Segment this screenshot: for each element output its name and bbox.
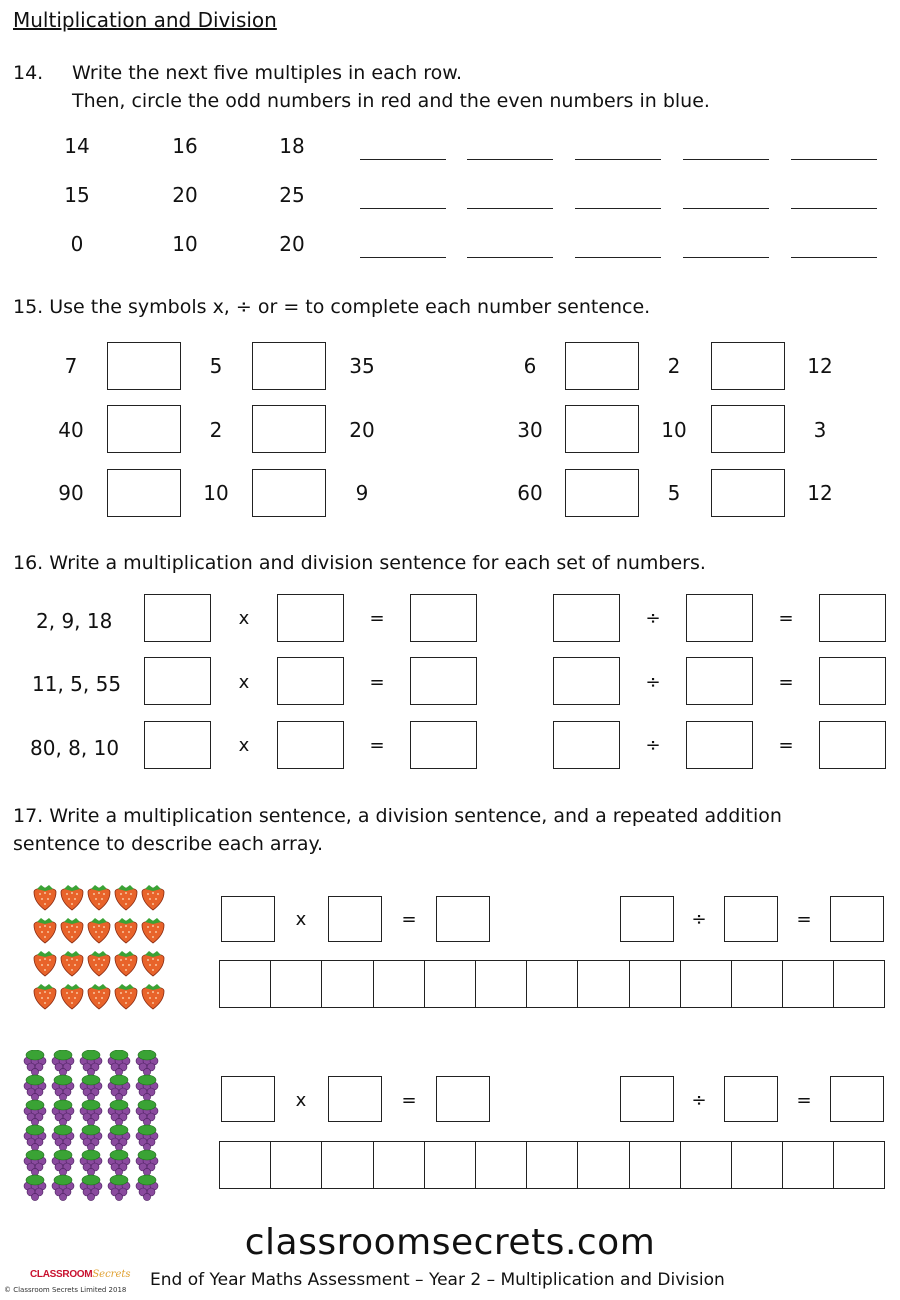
times-sign: x <box>238 608 250 629</box>
logo-word-2: Secrets <box>92 1269 131 1280</box>
answer-box[interactable] <box>328 1076 382 1122</box>
equals-sign: = <box>796 909 812 930</box>
answer-box[interactable] <box>819 594 886 642</box>
equals-sign: = <box>401 1090 417 1111</box>
q15-value: 12 <box>807 354 833 378</box>
q14-value: 16 <box>172 134 198 158</box>
number-set-label: 11, 5, 55 <box>32 672 122 696</box>
q15-value: 5 <box>667 481 681 505</box>
answer-line[interactable] <box>575 257 661 258</box>
answer-box[interactable] <box>277 594 344 642</box>
divide-sign: ÷ <box>645 672 661 693</box>
answer-line[interactable] <box>467 257 553 258</box>
grapes-array <box>20 1050 170 1202</box>
answer-line[interactable] <box>360 257 446 258</box>
answer-box[interactable] <box>221 1076 275 1122</box>
equals-sign: = <box>778 735 794 756</box>
answer-line[interactable] <box>467 208 553 209</box>
times-sign: x <box>238 672 250 693</box>
symbol-box[interactable] <box>565 469 639 517</box>
answer-box[interactable] <box>221 896 275 942</box>
answer-line[interactable] <box>791 208 877 209</box>
q14-value: 20 <box>279 232 305 256</box>
answer-box[interactable] <box>144 657 211 705</box>
q15-value: 20 <box>349 418 375 442</box>
answer-box[interactable] <box>436 896 490 942</box>
equals-sign: = <box>369 672 385 693</box>
equals-sign: = <box>778 672 794 693</box>
answer-line[interactable] <box>360 159 446 160</box>
answer-line[interactable] <box>683 257 769 258</box>
number-set-label: 2, 9, 18 <box>36 609 113 633</box>
q14-instruction-1: Write the next five multiples in each row. <box>72 62 463 84</box>
q15-value: 3 <box>813 418 827 442</box>
answer-box[interactable] <box>410 657 477 705</box>
answer-line[interactable] <box>791 159 877 160</box>
answer-box[interactable] <box>436 1076 490 1122</box>
symbol-box[interactable] <box>711 405 785 453</box>
answer-box[interactable] <box>686 721 753 769</box>
q15-value: 2 <box>667 354 681 378</box>
symbol-box[interactable] <box>252 469 326 517</box>
q17-instruction-1: 17. Write a multiplication sentence, a division sentence, and a repeated addition <box>13 805 782 827</box>
answer-box[interactable] <box>830 1076 884 1122</box>
q14-value: 25 <box>279 183 305 207</box>
answer-box[interactable] <box>144 721 211 769</box>
symbol-box[interactable] <box>107 469 181 517</box>
times-sign: x <box>238 735 250 756</box>
q14-value: 20 <box>172 183 198 207</box>
answer-box[interactable] <box>553 594 620 642</box>
strawberry-array <box>32 884 172 1014</box>
q15-value: 5 <box>209 354 223 378</box>
answer-line[interactable] <box>791 257 877 258</box>
number-set-label: 80, 8, 10 <box>30 736 120 760</box>
q15-value: 6 <box>523 354 537 378</box>
q14-value: 10 <box>172 232 198 256</box>
answer-line[interactable] <box>683 159 769 160</box>
repeated-addition-strip[interactable] <box>219 1141 885 1189</box>
symbol-box[interactable] <box>565 342 639 390</box>
q15-value: 40 <box>58 418 84 442</box>
answer-box[interactable] <box>277 721 344 769</box>
answer-box[interactable] <box>724 896 778 942</box>
answer-box[interactable] <box>328 896 382 942</box>
answer-box[interactable] <box>724 1076 778 1122</box>
symbol-box[interactable] <box>107 342 181 390</box>
answer-box[interactable] <box>144 594 211 642</box>
q15-value: 60 <box>517 481 543 505</box>
answer-box[interactable] <box>686 594 753 642</box>
q14-value: 15 <box>64 183 90 207</box>
answer-box[interactable] <box>553 721 620 769</box>
divide-sign: ÷ <box>691 909 707 930</box>
copyright: © Classroom Secrets Limited 2018 <box>4 1286 127 1294</box>
symbol-box[interactable] <box>711 342 785 390</box>
equals-sign: = <box>369 735 385 756</box>
q14-value: 0 <box>70 232 84 256</box>
logo-word-1: CLASSROOM <box>30 1269 93 1280</box>
times-sign: x <box>295 1090 307 1111</box>
divide-sign: ÷ <box>645 735 661 756</box>
q15-value: 2 <box>209 418 223 442</box>
symbol-box[interactable] <box>107 405 181 453</box>
q15-value: 35 <box>349 354 375 378</box>
q15-value: 12 <box>807 481 833 505</box>
q15-value: 7 <box>64 354 78 378</box>
answer-line[interactable] <box>575 208 661 209</box>
answer-box[interactable] <box>830 896 884 942</box>
q14-value: 18 <box>279 134 305 158</box>
footer-text: End of Year Maths Assessment – Year 2 – Multiplication and Division <box>150 1270 725 1290</box>
times-sign: x <box>295 909 307 930</box>
divide-sign: ÷ <box>691 1090 707 1111</box>
answer-box[interactable] <box>819 657 886 705</box>
q17-instruction-2: sentence to describe each array. <box>13 833 324 855</box>
equals-sign: = <box>778 608 794 629</box>
symbol-box[interactable] <box>565 405 639 453</box>
symbol-box[interactable] <box>711 469 785 517</box>
answer-box[interactable] <box>410 594 477 642</box>
answer-box[interactable] <box>620 1076 674 1122</box>
answer-box[interactable] <box>410 721 477 769</box>
q15-value: 30 <box>517 418 543 442</box>
answer-line[interactable] <box>467 159 553 160</box>
q15-value: 9 <box>355 481 369 505</box>
symbol-box[interactable] <box>252 342 326 390</box>
classroom-secrets-logo <box>30 1262 131 1281</box>
q14-value: 14 <box>64 134 90 158</box>
q15-value: 10 <box>661 418 687 442</box>
q15-instruction: 15. Use the symbols x, ÷ or = to complete each number sentence. <box>13 296 651 318</box>
answer-box[interactable] <box>553 657 620 705</box>
repeated-addition-strip[interactable] <box>219 960 885 1008</box>
q16-instruction: 16. Write a multiplication and division sentence for each set of numbers. <box>13 552 706 574</box>
q14-instruction-2: Then, circle the odd numbers in red and the even numbers in blue. <box>72 90 710 112</box>
q14-number: 14. <box>13 62 44 84</box>
q15-value: 10 <box>203 481 229 505</box>
answer-box[interactable] <box>686 657 753 705</box>
answer-box[interactable] <box>620 896 674 942</box>
divide-sign: ÷ <box>645 608 661 629</box>
site-url: classroomsecrets.com <box>244 1222 656 1263</box>
answer-box[interactable] <box>277 657 344 705</box>
answer-line[interactable] <box>360 208 446 209</box>
answer-box[interactable] <box>819 721 886 769</box>
answer-line[interactable] <box>683 208 769 209</box>
q15-value: 90 <box>58 481 84 505</box>
symbol-box[interactable] <box>252 405 326 453</box>
equals-sign: = <box>401 909 417 930</box>
equals-sign: = <box>369 608 385 629</box>
page-title: Multiplication and Division <box>13 8 277 32</box>
equals-sign: = <box>796 1090 812 1111</box>
answer-line[interactable] <box>575 159 661 160</box>
